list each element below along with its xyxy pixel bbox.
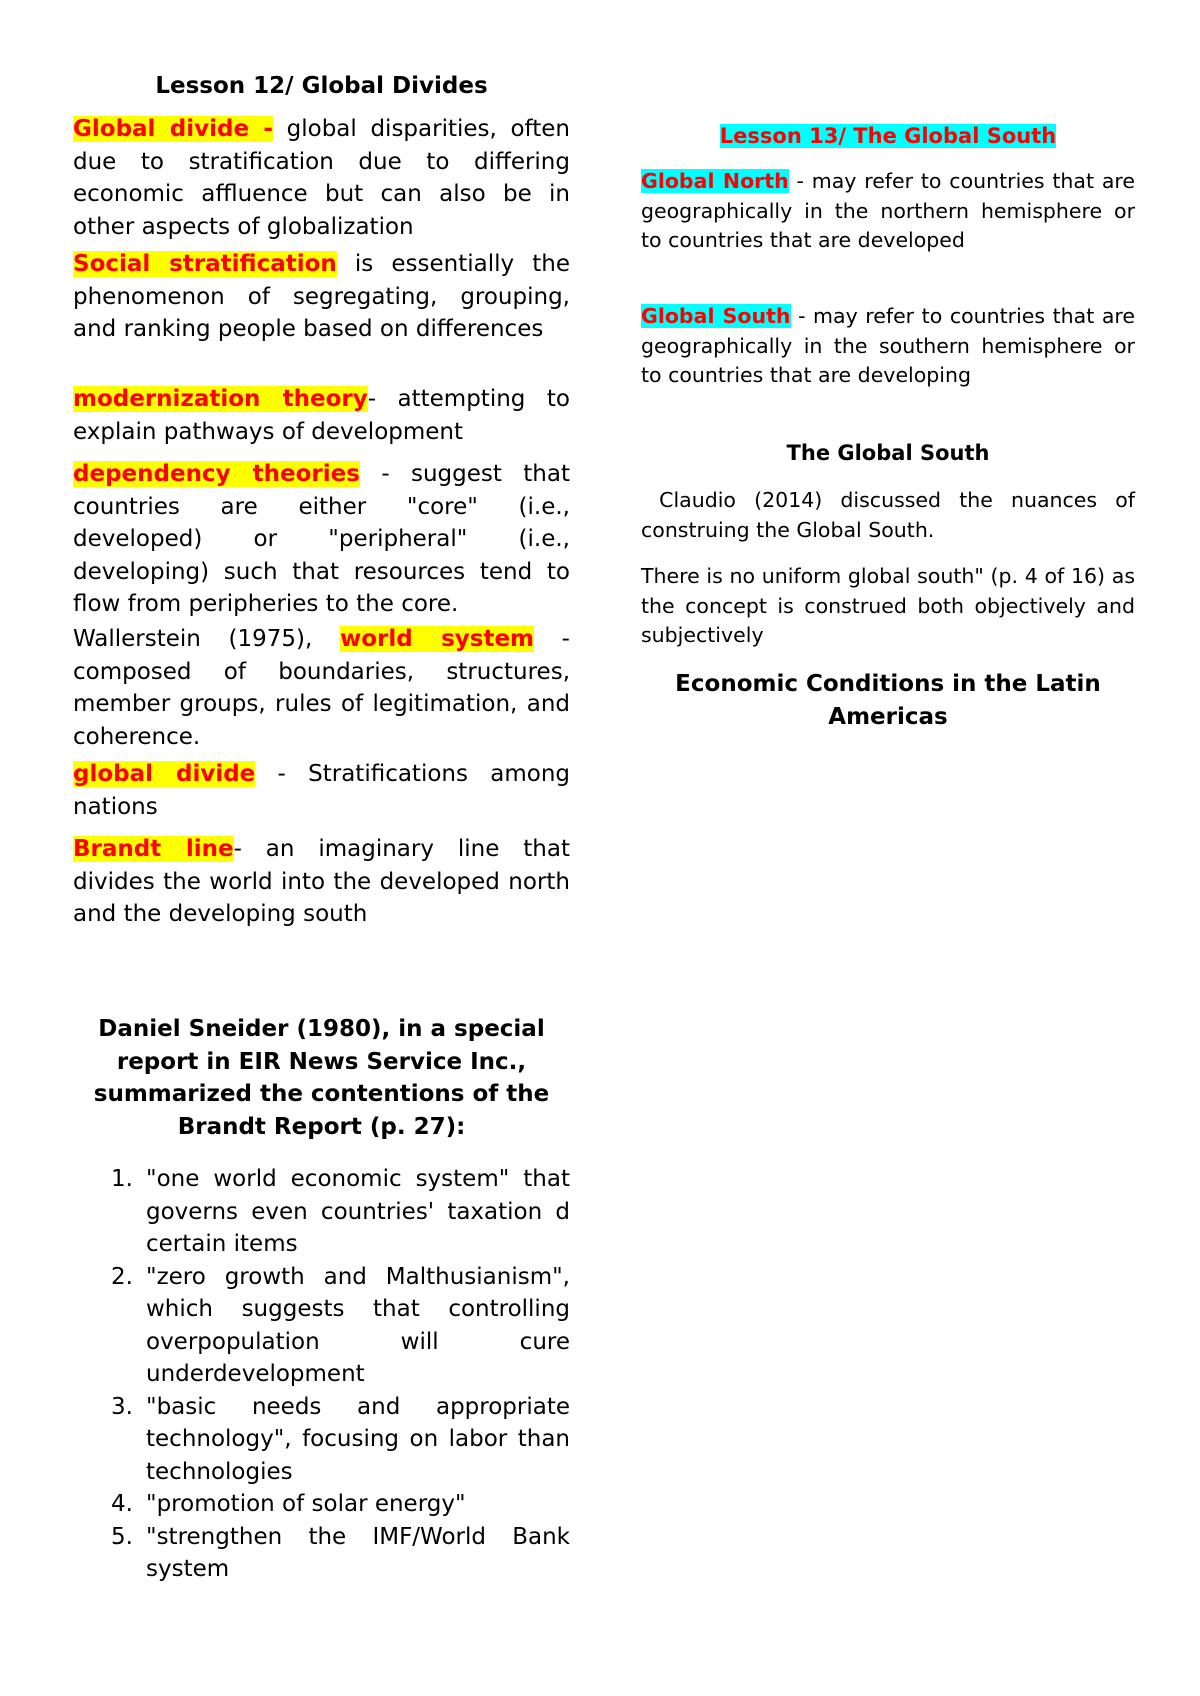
world-system-paragraph <box>73 623 570 753</box>
dependency-definition: - suggest that countries are either "core" (i.e., developed) or "peripheral" (i.e., developing) such that resources tend to flow from peripheries to the core. <box>73 461 570 617</box>
claudio-paragraph: Claudio (2014) discussed the nuances of construing the Global South. <box>641 488 1142 542</box>
list-number: 5. <box>111 1523 133 1550</box>
list-item <box>73 1521 570 1586</box>
list-number: 2. <box>111 1263 133 1290</box>
sneider-heading: Daniel Sneider (1980), in a special report in EIR News Service Inc., summarized the contentions of the Brandt Report (p. 27): <box>93 1016 550 1140</box>
global-south-paragraph <box>641 302 1135 391</box>
global-divide-2-definition: - Stratifications among nations <box>73 761 570 820</box>
social-stratification-definition: is essentially the phenomenon of segregating, grouping, and ranking people based on differences <box>73 251 571 342</box>
list-number: 4. <box>111 1491 133 1517</box>
global-divide-2-paragraph <box>73 758 570 823</box>
lesson-12-title: Lesson 12/ Global Divides <box>155 73 488 99</box>
list-item <box>73 1391 570 1489</box>
economic-conditions-heading: Economic Conditions in the Latin Americas <box>675 671 1101 730</box>
modernization-term: modernization theory <box>73 386 368 412</box>
global-south-term: Global South <box>641 304 791 328</box>
lesson-13-title-wrap <box>641 122 1135 150</box>
dependency-paragraph <box>73 458 570 621</box>
world-system-term: world system <box>339 626 535 652</box>
list-item <box>73 1261 570 1391</box>
list-item-text: "one world economic system" that governs even countries' taxation d certain items <box>146 1166 570 1257</box>
list-item-text: "strengthen the IMF/World Bank system <box>146 1523 570 1582</box>
dependency-term: dependency theories <box>73 461 360 487</box>
global-north-paragraph <box>641 167 1135 256</box>
uniform-global-south-paragraph: There is no uniform global south" (p. 4 of 16) as the concept is construed both objectively and subjectively <box>641 564 1135 647</box>
modernization-paragraph <box>73 383 570 448</box>
list-item <box>73 1488 570 1521</box>
list-item-text: "basic needs and appropriate technology", focusing on labor than technologies <box>146 1393 570 1485</box>
social-stratification-term: Social stratification <box>73 251 337 277</box>
modernization-definition: - attempting to explain pathways of development <box>73 386 570 445</box>
world-system-definition: - composed of boundaries, structures, member groups, rules of legitimation, and coherence. <box>73 626 570 750</box>
list-item-text: "promotion of solar energy" <box>146 1491 466 1517</box>
global-divide-definition: global disparities, often due to stratification due to differing economic affluence but can also be in other aspects of globalization <box>73 116 570 240</box>
list-number: 3. <box>111 1393 133 1420</box>
list-item-text: "zero growth and Malthusianism", which suggests that controlling overpopulation will cure underdevelopment <box>146 1263 570 1387</box>
brandt-report-list <box>73 1163 570 1586</box>
brandt-line-definition: - an imaginary line that divides the world into the developed north and the developing south <box>73 836 570 927</box>
lesson-13-title: Lesson 13/ The Global South <box>719 124 1057 148</box>
global-north-term: Global North <box>641 169 789 193</box>
list-number: 1. <box>111 1166 133 1192</box>
social-stratification-paragraph <box>73 248 570 346</box>
list-item <box>73 1163 570 1261</box>
global-divide-2-term: global divide <box>73 761 256 787</box>
brandt-line-term: Brandt line <box>73 836 234 862</box>
global-divide-paragraph <box>73 113 570 243</box>
wallerstein-citation: Wallerstein (1975), <box>73 626 340 652</box>
global-south-definition: - may refer to countries that are geographically in the southern hemisphere or to countries that are developing <box>641 304 1135 387</box>
global-south-subheading: The Global South <box>786 441 990 465</box>
global-divide-term: Global divide - <box>73 116 273 142</box>
global-north-definition: - may refer to countries that are geographically in the northern hemisphere or to countries that are developed <box>641 169 1135 252</box>
brandt-line-paragraph <box>73 833 570 931</box>
